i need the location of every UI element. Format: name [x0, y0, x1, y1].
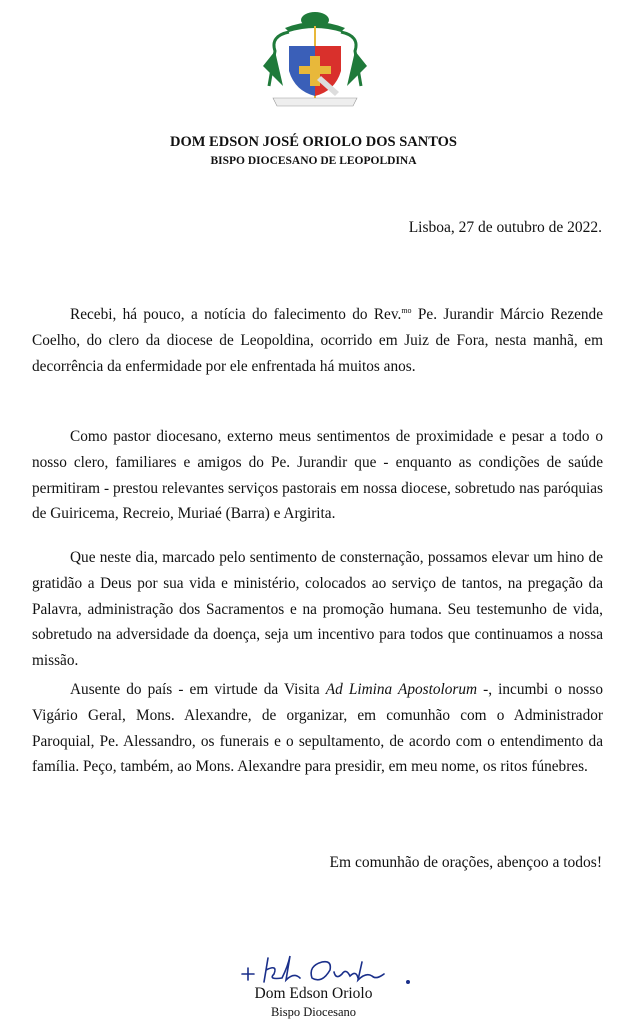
italic-text: Ad Limina Apostolorum	[325, 681, 478, 698]
paragraph-1	[32, 302, 603, 379]
text: Que neste dia, marcado pelo sentimento de consternação, possamos elevar um hino de gratidão a Deus por sua vida e ministério, colocados ao serviço de tantos, na pregação da Palavra, administração dos Sacramentos e na promoção humana. Seu testemunho de vida, sobretudo na adversidade da doença, seja um incentivo para todos que continuamos a nossa missão.	[32, 549, 603, 670]
text: Ausente do país - em virtude da Visita	[70, 681, 326, 698]
text: Recebi, há pouco, a notícia do falecimento do Rev.	[70, 306, 402, 323]
closing-line: Em comunhão de orações, abençoo a todos!	[329, 854, 602, 871]
coat-of-arms-logo	[255, 6, 375, 110]
signatory-name: Dom Edson Oriolo	[254, 985, 373, 1002]
paragraph-4	[32, 677, 603, 780]
letter-date: Lisboa, 27 de outubro de 2022.	[408, 219, 602, 236]
handwritten-signature	[238, 948, 428, 988]
bishop-office-heading: BISPO DIOCESANO DE LEOPOLDINA	[210, 155, 417, 167]
text: Como pastor diocesano, externo meus sentimentos de proximidade e pesar a todo o nosso clero, familiares e amigos do Pe. Jurandir que - enquanto as condições de saúde permitiram - prestou relevantes serviços pastorais em nossa diocese, sobretudo nas paróquias de Guiricema, Recreio, Muriaé (Barra) e Argirita.	[32, 428, 603, 523]
text: -, incumbi o nosso Vigário Geral, Mons. Alexandre, de organizar, em comunhão com o Administrador Paroquial, Pe. Alessandro, os funerais e o sepultamento, de acordo com o entendimento da família. Peço, também, ao Mons. Alexandre para presidir, em meu nome, os ritos fúnebres.	[32, 681, 603, 776]
signatory-role: Bispo Diocesano	[270, 1005, 357, 1019]
superscript: mo	[401, 305, 412, 315]
paragraph-2	[32, 424, 603, 527]
bishop-name-heading: DOM EDSON JOSÉ ORIOLO DOS SANTOS	[170, 134, 457, 150]
paragraph-3	[32, 545, 603, 674]
text: Pe. Jurandir Márcio Rezende Coelho, do clero da diocese de Leopoldina, ocorrido em Juiz de Fora, nesta manhã, em decorrência da enfermidade por ele enfrentada há muitos anos.	[32, 306, 603, 375]
